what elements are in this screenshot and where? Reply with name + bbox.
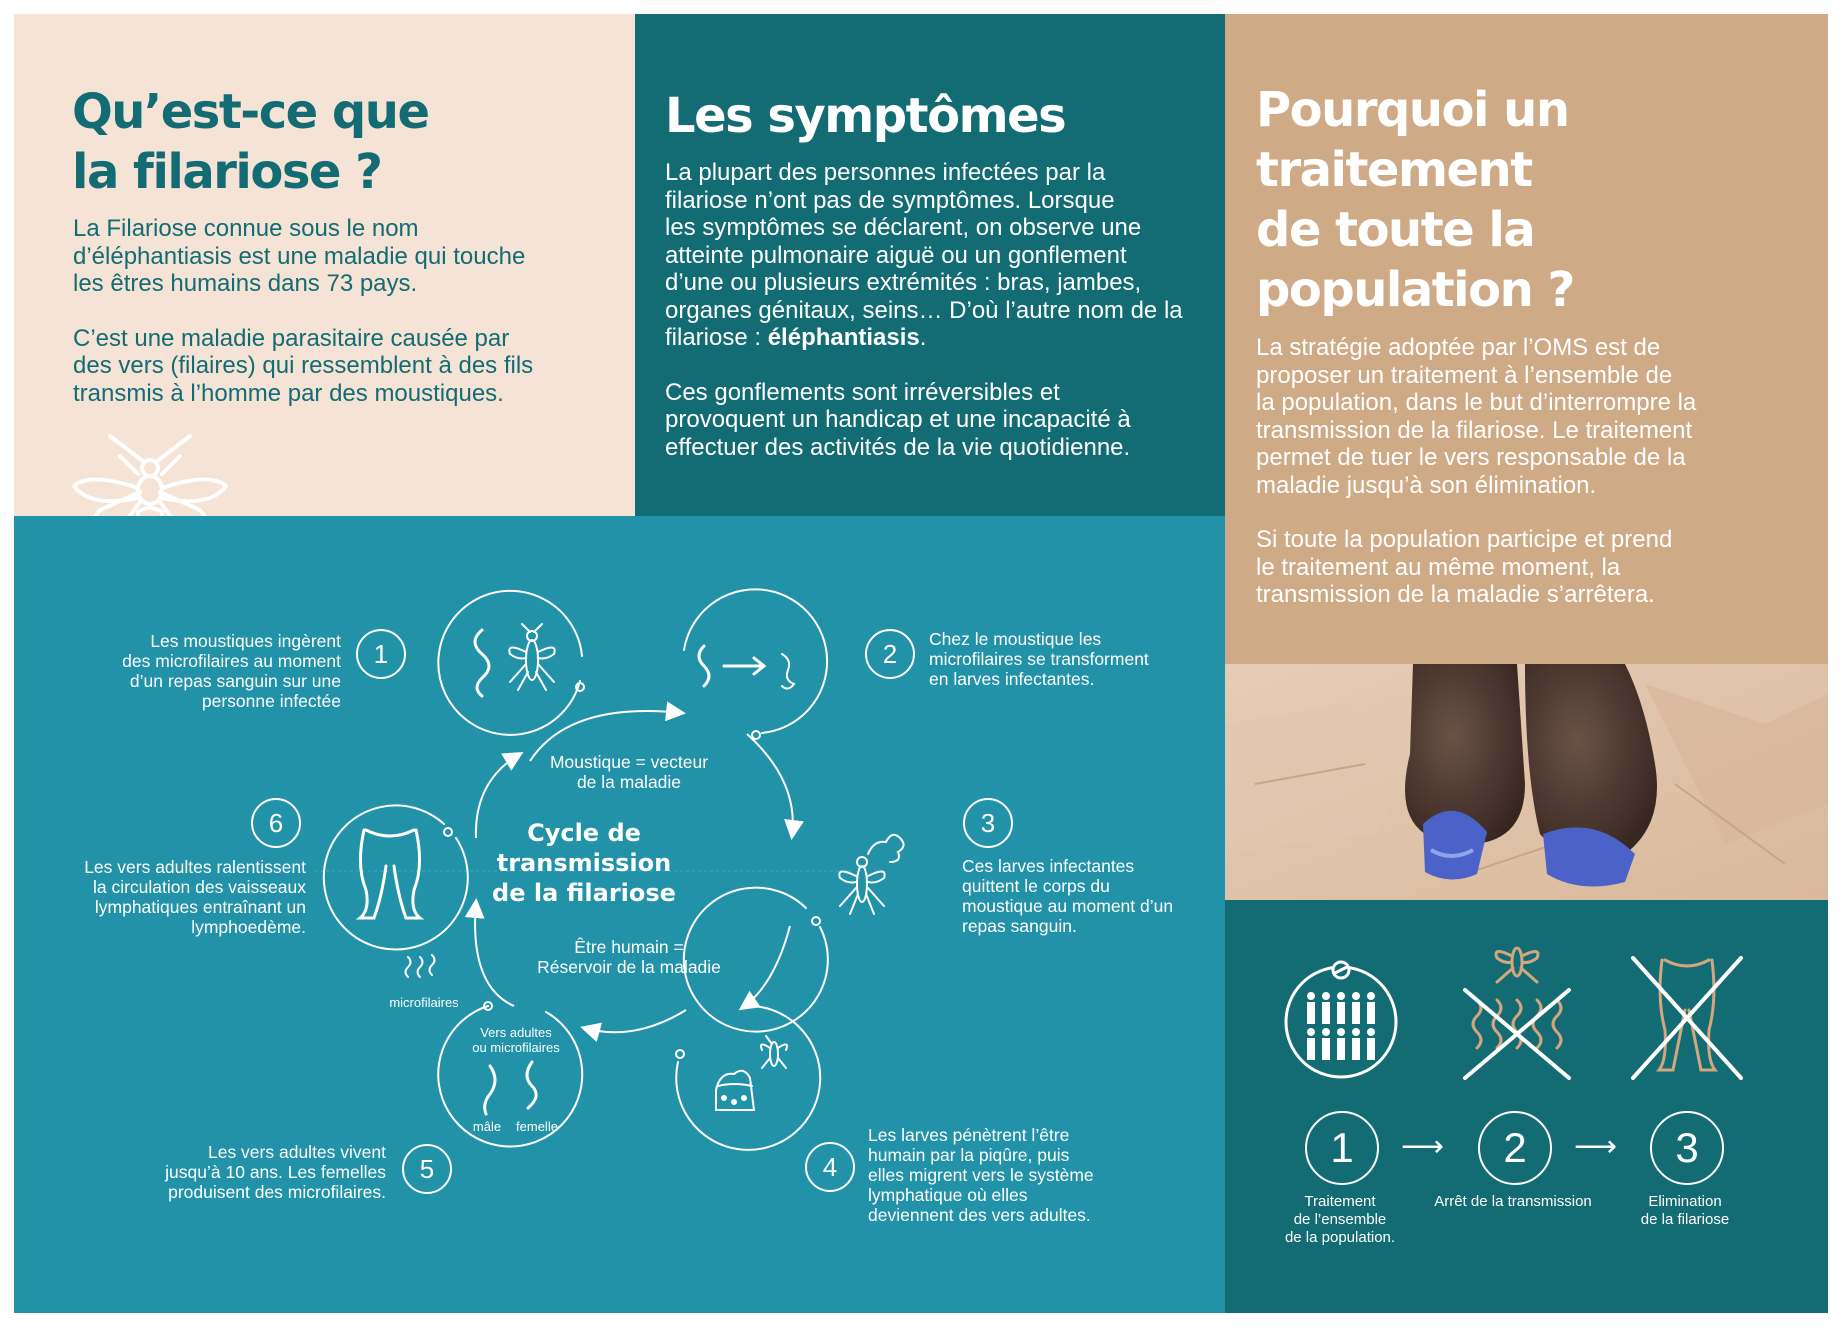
step-3-text: Ces larves infectantes quittent le corps du moustique au moment d’un repas sanguin. xyxy=(962,856,1174,936)
step-6-text: Les vers adultes ralentissent la circulation des vaisseaux lymphatiques entraînant un lymphoedème. xyxy=(84,857,306,937)
microfilaria-icon xyxy=(699,646,709,686)
symptoms-paragraph-1 xyxy=(665,159,1210,352)
microfilaires-icon xyxy=(402,953,442,983)
step-5-number: 5 xyxy=(402,1144,452,1194)
mosquito-icon xyxy=(761,1036,787,1068)
treatment-steps-panel xyxy=(1225,900,1828,1313)
why-body xyxy=(1256,334,1816,636)
why-paragraph-2: Si toute la population participe et prend le traitement au même moment, la transmission de la maladie s’arrêtera. xyxy=(1256,526,1673,608)
step-4-text: Les larves pénètrent l’être humain par la piqûre, puis elles migrent vers le système lymphatique où elles deviennent des vers adultes. xyxy=(868,1125,1094,1225)
symptoms-body xyxy=(665,159,1210,488)
stage-2-circle xyxy=(674,590,824,740)
female-worm-icon xyxy=(527,1062,536,1108)
what-paragraph-2: C’est une maladie parasitaire causée par des vers (filaires) qui ressemblent à des fils transmis à l’homme par des moustiques. xyxy=(73,324,534,407)
what-paragraph-1: La Filariose connue sous le nom d’éléphantiasis est une maladie qui touche les êtres humains dans 73 pays. xyxy=(73,215,526,297)
adults-label: Vers adultes ou microfilaires xyxy=(472,1025,560,1055)
stage-4-circle xyxy=(674,1002,824,1152)
treatment-step-3-number: 3 xyxy=(1650,1111,1724,1185)
treatment-step-1-number: 1 xyxy=(1305,1111,1379,1185)
vector-label: Moustique = vecteur de la maladie xyxy=(549,752,709,792)
no-disease-icon xyxy=(1627,950,1747,1080)
female-label: femelle xyxy=(516,1119,558,1134)
swollen-legs-icon xyxy=(360,830,420,918)
arrow-right-icon xyxy=(724,658,764,674)
step-3-number: 3 xyxy=(963,798,1013,848)
stage-3-circle xyxy=(792,796,942,946)
step-2-text: Chez le moustique les microfilaires se transforment en larves infectantes. xyxy=(929,629,1149,689)
symptoms-paragraph-1-end: . xyxy=(919,324,927,351)
worm-icon xyxy=(475,630,489,696)
why-paragraph-1: La stratégie adoptée par l’OMS est de proposer un traitement à l’ensemble de la population, dans le but d’interrompre la transmission de la filariose. Le traitement permet de tuer le vers responsable de la maladie jusqu’à son élimination. xyxy=(1256,334,1697,499)
stage-1-circle xyxy=(436,590,586,740)
treatment-step-2-number: 2 xyxy=(1478,1111,1552,1185)
treatment-step-3-label: Elimination de la filariose xyxy=(1640,1193,1730,1228)
why-title: Pourquoi un traitement de toute la population ? xyxy=(1256,82,1574,318)
symptoms-panel xyxy=(635,14,1225,516)
symptoms-elephantiasis-bold: éléphantiasis xyxy=(767,324,920,351)
step-6-number: 6 xyxy=(251,798,301,848)
stage-6-circle xyxy=(316,796,466,946)
no-transmission-icon xyxy=(1457,940,1577,1080)
mosquito-icon xyxy=(839,857,884,914)
symptoms-title: Les symptômes xyxy=(665,88,1066,144)
cycle-panel xyxy=(14,516,1225,1313)
mosquito-icon xyxy=(509,624,554,690)
step-2-number: 2 xyxy=(865,629,915,679)
cycle-title: Cycle de transmission de la filariose xyxy=(492,819,676,907)
microfilaires-label: microfilaires xyxy=(389,995,459,1010)
skin-icon xyxy=(716,1071,754,1110)
reservoir-label: Être humain = Réservoir de la maladie xyxy=(537,937,721,977)
arrow-right-icon: ⟶ xyxy=(1574,1130,1618,1163)
step-1-text: Les moustiques ingèrent des microfilaires au moment d’un repas sanguin sur une personne infectée xyxy=(122,631,341,711)
what-body xyxy=(73,215,603,434)
male-label: mâle xyxy=(472,1119,502,1134)
step-5-text: Les vers adultes vivent jusqu’à 10 ans. Les femelles produisent des microfilaires. xyxy=(165,1142,386,1202)
arrow-right-icon: ⟶ xyxy=(1401,1130,1445,1163)
step-4-number: 4 xyxy=(805,1142,855,1192)
larva-icon xyxy=(782,654,794,689)
treatment-step-1-label: Traitement de l’ensemble de la population. xyxy=(1284,1193,1396,1246)
population-icon xyxy=(1281,960,1401,1080)
step-1-number: 1 xyxy=(356,629,406,679)
treatment-step-2-label: Arrêt de la transmission xyxy=(1434,1193,1592,1210)
what-title: Qu’est-ce que la filariose ? xyxy=(72,84,429,200)
male-worm-icon xyxy=(485,1066,495,1114)
larva-icon xyxy=(868,835,904,862)
swollen-feet-photo xyxy=(1225,664,1828,900)
symptoms-paragraph-1-start: La plupart des personnes infectées par la filariose n’ont pas de symptômes. Lorsque les symptômes se déclarent, on observe une atteinte pulmonaire aiguë ou un gonflement d’une ou plusieurs extrémités : bras, jambes, organes génitaux, seins… D’où l’autre nom de la filariose : xyxy=(665,159,1183,351)
symptoms-paragraph-2: Ces gonflements sont irréversibles et provoquent un handicap et une incapacité à effectuer des activités de la vie quotidienne. xyxy=(665,378,1131,461)
why-panel xyxy=(1225,14,1828,664)
